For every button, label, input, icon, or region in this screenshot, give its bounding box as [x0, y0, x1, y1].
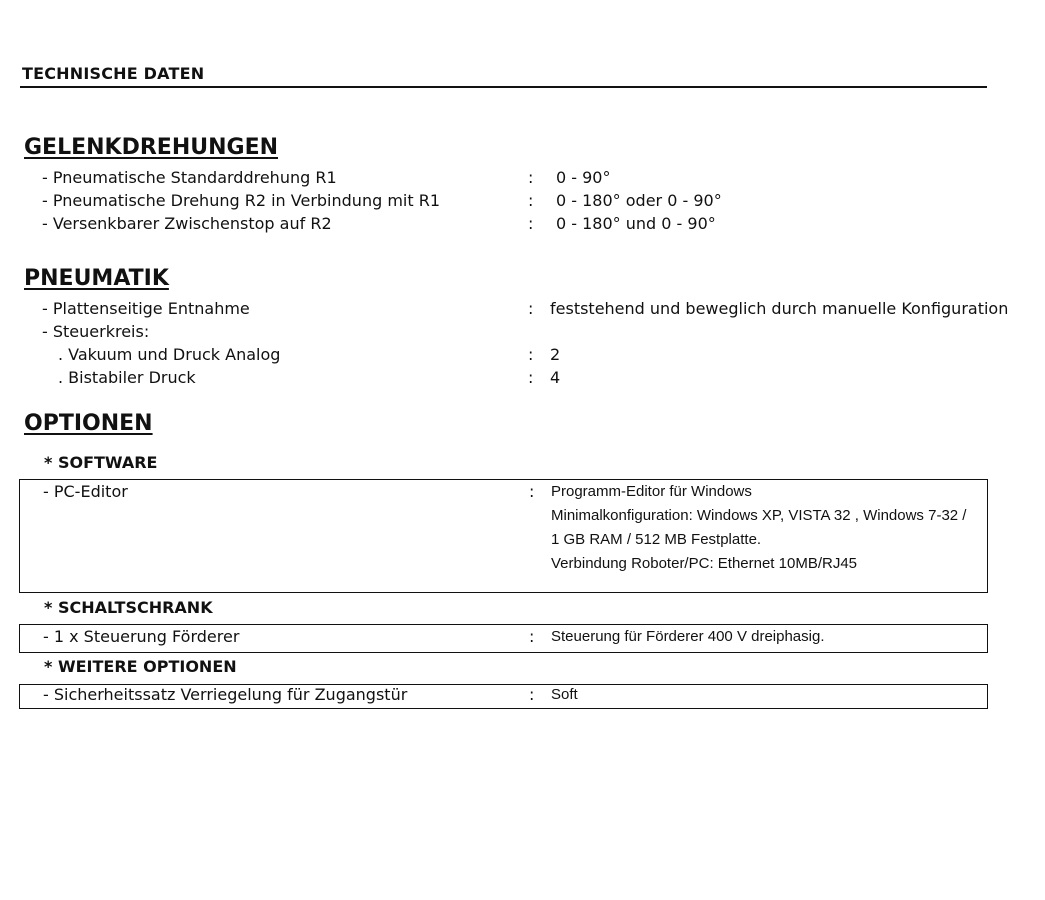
- spec-label: - Pneumatische Standarddrehung R1: [42, 168, 337, 187]
- option-value: Steuerung für Förderer 400 V dreiphasig.: [551, 628, 825, 645]
- option-value-line: Minimalkonfiguration: Windows XP, VISTA 32 , Windows 7-32 /: [551, 507, 967, 524]
- spec-row: [0, 189, 1045, 212]
- spec-value: 4: [550, 368, 561, 387]
- subheading-weitere-optionen: * WEITERE OPTIONEN: [44, 657, 237, 676]
- doc-title: TECHNISCHE DATEN: [22, 64, 205, 83]
- spec-value: 0 - 90°: [556, 168, 611, 187]
- option-value-line: Verbindung Roboter/PC: Ethernet 10MB/RJ45: [551, 555, 858, 572]
- option-label: - PC-Editor: [43, 482, 128, 501]
- spec-separator: :: [528, 191, 534, 210]
- option-value-line: Programm-Editor für Windows: [551, 483, 752, 500]
- spec-row: [0, 166, 1045, 189]
- option-label: - Sicherheitssatz Verriegelung für Zugangstür: [43, 685, 408, 704]
- option-value-lines: [551, 480, 966, 576]
- spec-separator: :: [528, 368, 534, 387]
- spec-value: 0 - 180° oder 0 - 90°: [556, 191, 722, 210]
- spec-row: [0, 343, 1045, 366]
- spec-value: 2: [550, 345, 561, 364]
- option-separator: :: [529, 627, 535, 646]
- option-label: - 1 x Steuerung Förderer: [43, 627, 240, 646]
- spec-row: [0, 297, 1045, 320]
- weitere-optionen-box: [19, 684, 988, 709]
- spec-label: - Versenkbarer Zwischenstop auf R2: [42, 214, 332, 233]
- spec-label: . Bistabiler Druck: [58, 368, 196, 387]
- section-heading-gelenkdrehungen: GELENKDREHUNGEN: [24, 135, 279, 160]
- subheading-software: * SOFTWARE: [44, 453, 158, 472]
- option-value: Soft: [551, 686, 578, 703]
- spec-label: - Plattenseitige Entnahme: [42, 299, 250, 318]
- spec-label: . Vakuum und Druck Analog: [58, 345, 281, 364]
- spec-row: [0, 320, 1045, 343]
- option-separator: :: [529, 685, 535, 704]
- option-value-line: 1 GB RAM / 512 MB Festplatte.: [551, 531, 762, 548]
- spec-separator: :: [528, 214, 534, 233]
- spec-label: - Steuerkreis:: [42, 322, 150, 341]
- schaltschrank-box: [19, 624, 988, 653]
- spec-separator: :: [528, 168, 534, 187]
- spec-separator: :: [528, 299, 534, 318]
- spec-separator: :: [528, 345, 534, 364]
- spec-row: [0, 212, 1045, 235]
- subheading-schaltschrank: * SCHALTSCHRANK: [44, 598, 213, 617]
- title-divider: [20, 86, 987, 88]
- section-heading-optionen: OPTIONEN: [24, 411, 153, 436]
- spec-value: feststehend und beweglich durch manuelle Konfiguration: [550, 299, 1009, 318]
- spec-value: 0 - 180° und 0 - 90°: [556, 214, 716, 233]
- option-separator: :: [529, 482, 535, 501]
- spec-row: [0, 366, 1045, 389]
- section-heading-pneumatik: PNEUMATIK: [24, 266, 169, 291]
- software-box: [19, 479, 988, 593]
- spec-label: - Pneumatische Drehung R2 in Verbindung mit R1: [42, 191, 441, 210]
